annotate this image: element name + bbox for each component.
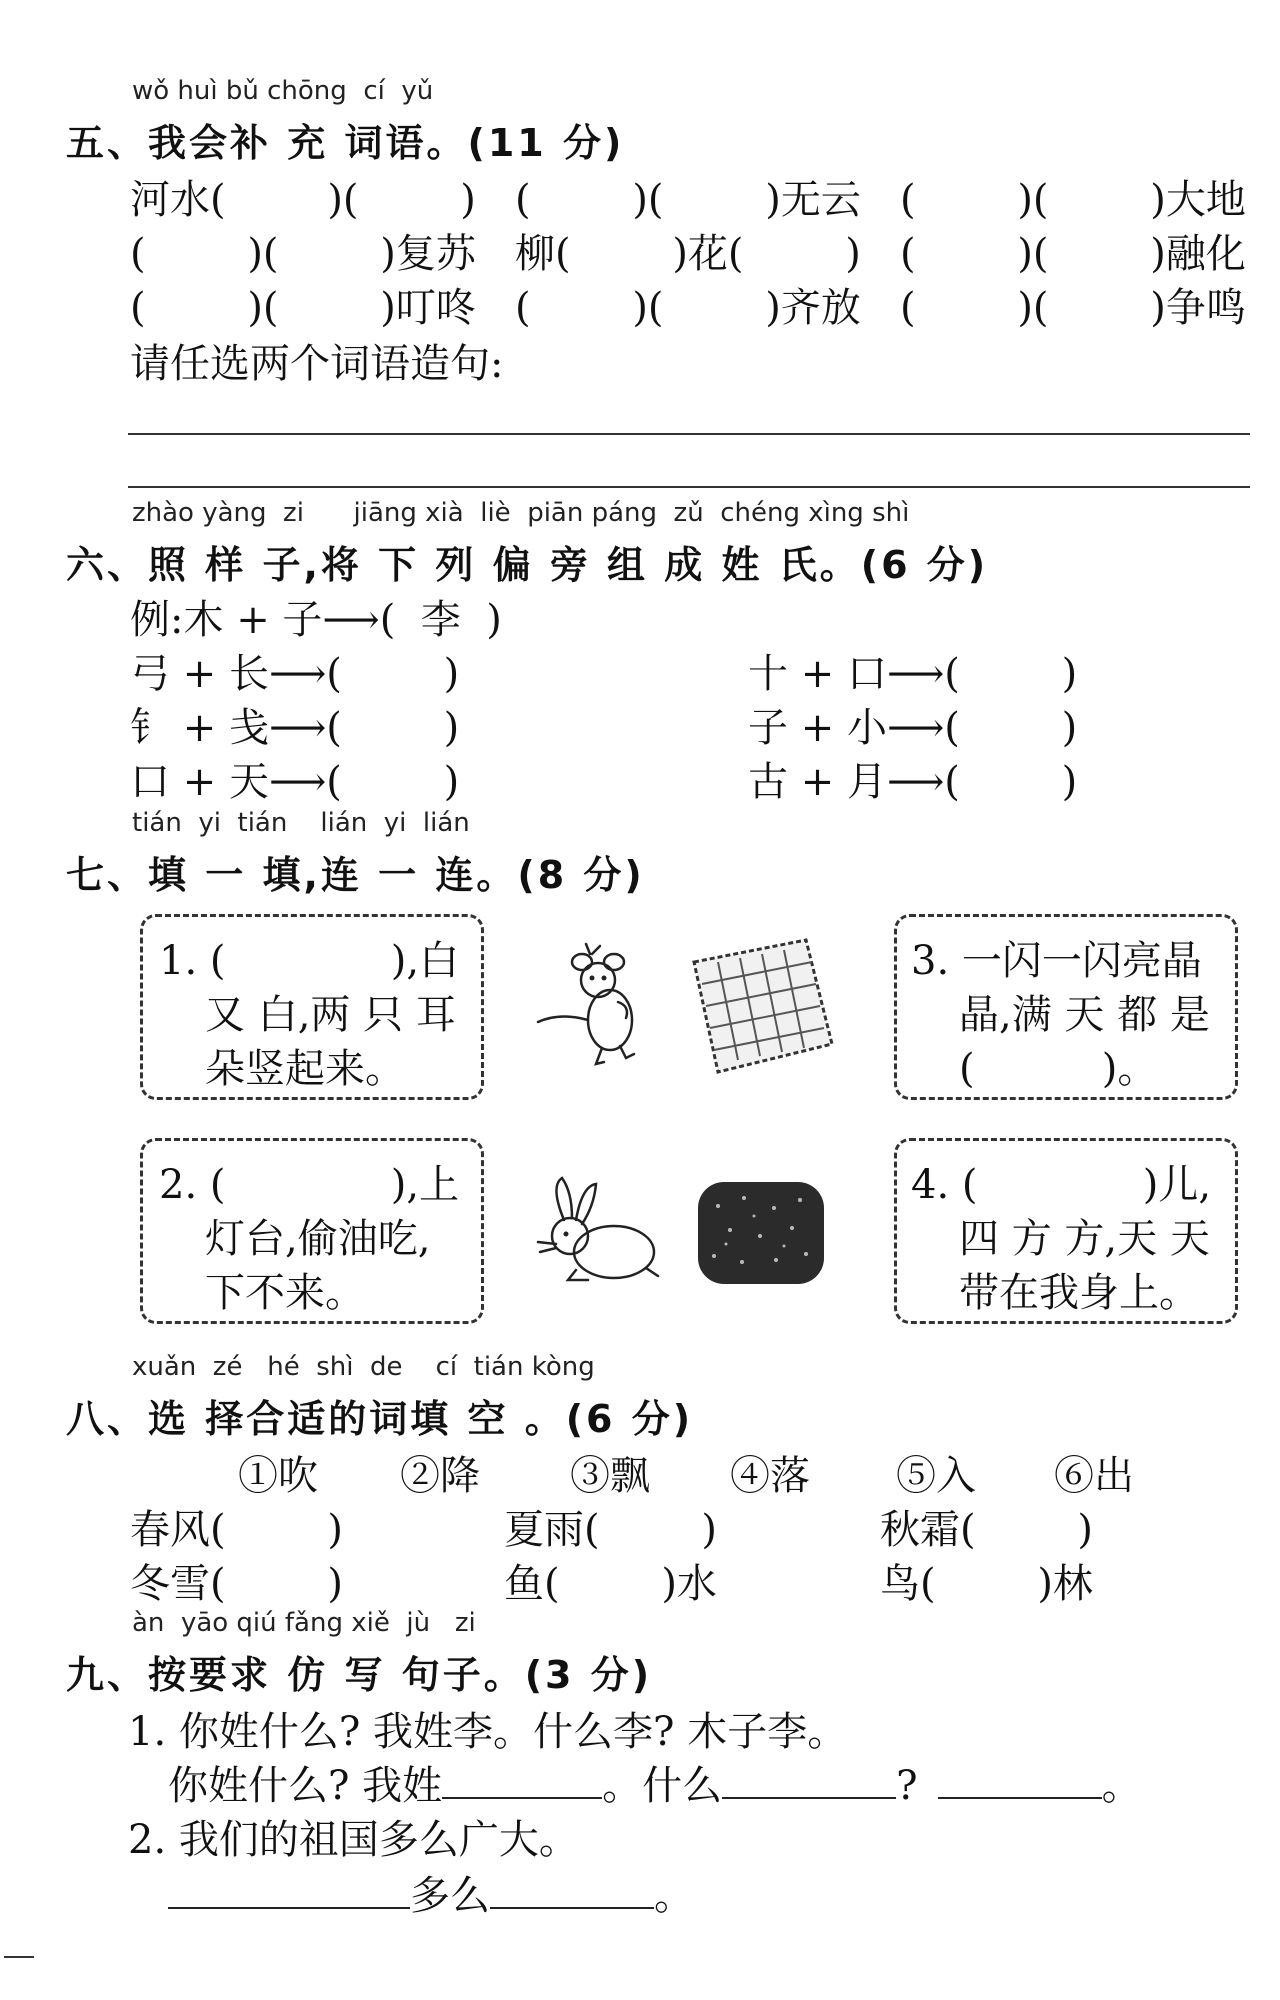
riddle-2-line-1: 2. ( ),上	[159, 1162, 460, 1208]
s5-r1-c2: ( )( )无云	[515, 177, 861, 223]
s6-right-1: 十 + 口⟶( )	[748, 651, 1078, 697]
s9-q1-part-4: 。	[1101, 1763, 1142, 1809]
riddle-2-line-3: 下不来。	[205, 1270, 365, 1316]
riddle-3-line-1: 3. 一闪一闪亮晶	[911, 938, 1202, 984]
s8-option-1: ①吹	[238, 1453, 318, 1499]
s5-pinyin: wǒ huì bǔ chōng cí yǔ	[132, 76, 434, 106]
s9-q1-answer-row	[168, 1754, 1142, 1811]
s9-pinyin: àn yāo qiú fǎng xiě jù zi	[132, 1608, 476, 1638]
s8-heading: 八、选 择合适的词填 空 。(6 分)	[66, 1397, 694, 1441]
s5-r2-c3: ( )( )融化	[900, 231, 1246, 277]
riddle-4-line-2: 四 方 方,天 天	[959, 1216, 1210, 1262]
s6-heading: 六、照 样 子,将 下 列 偏 旁 组 成 姓 氏。(6 分)	[66, 543, 989, 587]
s8-option-6: ⑥出	[1054, 1453, 1134, 1499]
s9-q2-answer-row	[168, 1864, 694, 1921]
s6-example: 例:木 + 子⟶( 李 )	[130, 597, 502, 643]
s9-heading: 九、按要求 仿 写 句子。(3 分)	[66, 1653, 653, 1697]
s9-q2: 2. 我们的祖国多么广大。	[128, 1817, 579, 1863]
s7-heading: 七、填 一 填,连 一 连。(8 分)	[66, 853, 645, 897]
s5-r3-c2: ( )( )齐放	[515, 285, 861, 331]
s8-pinyin: xuǎn zé hé shì de cí tián kòng	[132, 1352, 595, 1382]
s8-option-3: ③飘	[570, 1453, 650, 1499]
s8-r1-c1: 春风( )	[130, 1507, 343, 1553]
s9-q2-blank-1[interactable]	[168, 1867, 410, 1909]
riddle-1-line-2: 又 白,两 只 耳	[205, 992, 456, 1038]
s9-q2-part-1: 多么	[410, 1873, 490, 1919]
s8-r1-c2: 夏雨( )	[504, 1507, 717, 1553]
s6-pinyin: zhào yàng zi jiāng xià liè piān páng zǔ chéng xìng shì	[132, 498, 910, 528]
s8-r2-c2: 鱼( )水	[504, 1561, 717, 1607]
s5-heading: 五、我会补 充 词语。(11 分)	[66, 121, 625, 165]
mouse-picture[interactable]	[530, 942, 660, 1072]
s9-q1-part-3: ?	[896, 1763, 918, 1809]
riddle-1-line-3: 朵竖起来。	[205, 1046, 405, 1092]
s9-q1-blank-3[interactable]	[938, 1757, 1102, 1799]
s5-answer-line-1[interactable]	[128, 433, 1250, 435]
s8-r1-c3: 秋霜( )	[880, 1507, 1093, 1553]
s5-r2-c1: ( )( )复苏	[130, 231, 476, 277]
s8-option-2: ②降	[400, 1453, 480, 1499]
s5-r3-c1: ( )( )叮咚	[130, 285, 476, 331]
riddle-box-3	[894, 914, 1238, 1100]
s5-answer-line-2[interactable]	[128, 486, 1250, 488]
s9-q1-blank-2[interactable]	[722, 1757, 896, 1799]
s5-r1-c3: ( )( )大地	[900, 177, 1246, 223]
s9-q1-part-1: 你姓什么? 我姓	[168, 1763, 443, 1809]
s9-q1-blank-1[interactable]	[442, 1757, 602, 1799]
riddle-2-line-2: 灯台,偷油吃,	[205, 1216, 431, 1262]
s5-r2-c2: 柳( )花( )	[515, 231, 861, 277]
s9-q2-part-2: 。	[654, 1873, 694, 1919]
starry-sky-picture[interactable]	[696, 1178, 826, 1288]
s9-q1: 1. 你姓什么? 我姓李。什么李? 木子李。	[128, 1709, 848, 1755]
s7-pinyin: tián yi tián lián yi lián	[132, 808, 470, 838]
s8-option-4: ④落	[730, 1453, 810, 1499]
s8-r2-c1: 冬雪( )	[130, 1561, 343, 1607]
page-edge-mark	[4, 1956, 34, 1958]
riddle-4-line-1: 4. ( )儿,	[911, 1162, 1212, 1208]
s6-left-3: 口 + 天⟶( )	[130, 759, 460, 805]
s9-q2-blank-2[interactable]	[490, 1867, 654, 1909]
s6-left-1: 弓 + 长⟶( )	[130, 651, 460, 697]
riddle-3-line-2: 晶,满 天 都 是	[959, 992, 1210, 1038]
s8-option-5: ⑤入	[896, 1453, 976, 1499]
s5-instruction: 请任选两个词语造句:	[130, 341, 504, 387]
handkerchief-picture[interactable]	[688, 932, 838, 1082]
s9-q1-part-2: 。什么	[602, 1763, 723, 1809]
s8-r2-c3: 鸟( )林	[880, 1561, 1093, 1607]
s6-left-2: 钅 + 戋⟶( )	[130, 705, 460, 751]
riddle-1-line-1: 1. ( ),白	[159, 938, 460, 984]
s6-right-2: 子 + 小⟶( )	[748, 705, 1078, 751]
riddle-4-line-3: 带在我身上。	[959, 1270, 1199, 1316]
riddle-3-line-3: ( )。	[959, 1046, 1158, 1092]
riddle-box-2	[140, 1138, 484, 1324]
s5-r1-c1: 河水( )( )	[130, 177, 476, 223]
riddle-box-1	[140, 914, 484, 1100]
rabbit-picture[interactable]	[536, 1172, 666, 1292]
s6-right-3: 古 + 月⟶( )	[748, 759, 1078, 805]
s5-r3-c3: ( )( )争鸣	[900, 285, 1246, 331]
riddle-box-4	[894, 1138, 1238, 1324]
